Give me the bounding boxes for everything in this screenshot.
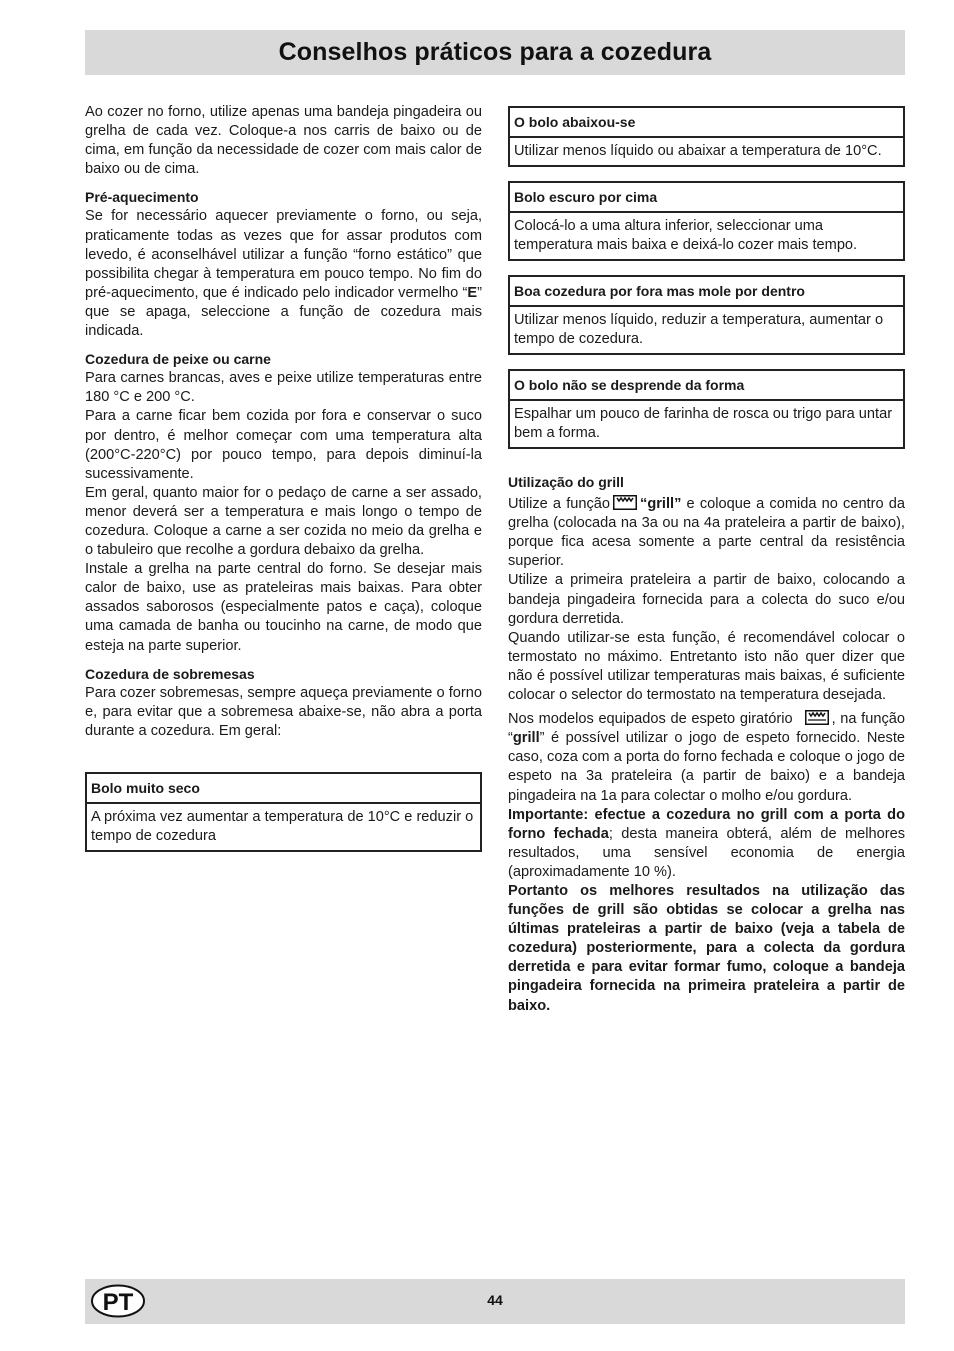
left-column	[85, 103, 482, 866]
preheat-text-c: ” que se apaga, seleccione a função de cozedura mais indicada.	[85, 284, 482, 340]
right-column	[508, 106, 905, 1016]
tip-body: Utilizar menos líquido ou abaixar a temperatura de 10°C.	[514, 143, 882, 159]
grill-p4-text-d: ” é possível utilizar o jogo de espeto fornecido. Neste caso, coza com a porta do forno fechada e coloque o jogo de espeto na 3a prateleira (a partir de baixo) e a bandeja pingadeira na 1a para colectar o molho e/ou gordura.	[508, 730, 905, 804]
grill-p4-text-a: Nos modelos equipados de espeto giratório	[508, 711, 793, 728]
tip-body: Colocá-lo a uma altura inferior, seleccionar uma temperatura mais baixa e deixá-lo cozer mais tempo.	[514, 218, 858, 253]
preheat-heading: Pré-aquecimento	[85, 189, 199, 206]
rotisserie-icon	[805, 710, 829, 725]
language-code: PT	[102, 1289, 134, 1316]
indicator-letter: E	[467, 284, 478, 301]
tip-body: Utilizar menos líquido, reduzir a temperatura, aumentar o tempo de cozedura.	[514, 312, 884, 347]
tip-title: Boa cozedura por fora mas mole por dentro	[510, 277, 903, 307]
grill-p1-text-c: e coloque a comida no centro da grelha (colocada na 3a ou na 4a prateleira a partir de baixo), porque fica acesa somente a parte central da resistência superior.	[508, 496, 905, 570]
tip-title: Bolo escuro por cima	[510, 183, 903, 213]
grill-important-note: Importante: efectue a cozedura no grill com a porta do forno fechada	[508, 806, 905, 842]
grill-p1-text-b: “grill”	[640, 496, 682, 513]
tip-box-cake-sank	[508, 106, 905, 167]
dessert-heading: Cozedura de sobremesas	[85, 665, 255, 682]
grill-paragraph-4	[508, 710, 905, 805]
fish-paragraph-4: Instale a grelha na parte central do forno. Se desejar mais calor de baixo, use as prateleiras mais baixas. Para obter assados saborosos (especialmente patos e caça), coloque uma camada de banha ou toucinho na carne, de modo que esteja na parte superior.	[85, 561, 482, 654]
grill-paragraph-5	[508, 806, 905, 882]
grill-heading: Utilização do grill	[508, 474, 624, 490]
fish-paragraph-2: Para a carne ficar bem cozida por fora e conservar o suco por dentro, é melhor começar com uma temperatura alta (200°C-220°C) por pouco tempo, para depois diminuí-la sucessivamente.	[85, 408, 482, 482]
page-number: 44	[487, 1292, 503, 1308]
preheat-text-a: Se for necessário aquecer previamente o forno, ou seja, praticamente todas as vezes que for assar produtos com levedo, é aconselhável utilizar a função “forno estático” que possibilita chegar à temperatura em pouco tempo. No fim do pré-aquecimento, que é indicado pelo indicador vermelho “	[85, 208, 482, 301]
grill-function-icon	[613, 495, 637, 510]
tip-title: O bolo não se desprende da forma	[510, 371, 903, 401]
tip-box-cake-dark-top	[508, 181, 905, 261]
grill-paragraph-6: Portanto os melhores resultados na utilização das funções de grill são obtidas se colocar a grelha nas últimas prateleiras a partir de baixo (veja a tabela de cozedura) posteriormente, para a colecta da gordura derretida e para evitar formar fumo, coloque a bandeja pingadeira fornecida na primeira prateleira a partir de baixo.	[508, 882, 905, 1014]
tip-body: Espalhar um pouco de farinha de rosca ou trigo para untar bem a forma.	[514, 406, 893, 441]
tip-title: Bolo muito seco	[87, 774, 480, 804]
preheat-paragraph	[85, 207, 482, 341]
tip-box-dry-cake	[85, 772, 482, 852]
grill-paragraph-2: Utilize a primeira prateleira a partir de baixo, colocando a bandeja pingadeira fornecida para a colecta do suco e/ou gordura derretida.	[508, 572, 905, 627]
fish-heading: Cozedura de peixe ou carne	[85, 351, 271, 368]
intro-paragraph: Ao cozer no forno, utilize apenas uma bandeja pingadeira ou grelha de cada vez. Coloque-a nos carris de baixo ou de cima, em função da necessidade de cozer com mais calor de baixo ou de cima.	[85, 104, 482, 178]
grill-p5-text-b: ; desta maneira obterá, além de melhores resultados, uma sensível economia de energia (aproximadamente 10 %).	[508, 825, 905, 880]
fish-paragraph-3: Em geral, quanto maior for o pedaço de carne a ser assado, menor deverá ser a temperatura e mais longo o tempo de cozedura. Coloque a carne a ser cozida no meio da grelha e o tabuleiro que recolhe a gordura debaixo da grelha.	[85, 484, 482, 559]
fish-paragraph-1: Para carnes brancas, aves e peixe utilize temperaturas entre 180 °C e 200 °C.	[85, 370, 482, 406]
tip-box-cake-stuck	[508, 369, 905, 449]
grill-p4-text-c: grill	[512, 730, 540, 747]
dessert-paragraph: Para cozer sobremesas, sempre aqueça previamente o forno e, para evitar que a sobremesa abaixe-se, não abra a porta durante a cozedura. Em geral:	[85, 684, 482, 739]
grill-paragraph-1	[508, 495, 905, 571]
grill-p1-text-a: Utilize a função	[508, 496, 611, 513]
tip-body: A próxima vez aumentar a temperatura de 10°C e reduzir o tempo de cozedura	[91, 809, 474, 844]
grill-paragraph-3: Quando utilizar-se esta função, é recomendável colocar o termostato no máximo. Entretanto isto não quer dizer que não é possível utilizar temperaturas mais baixas, é suficiente colocar o selector do termostato na temperatura desejada.	[508, 629, 905, 704]
footer-bar	[85, 1279, 905, 1324]
tip-box-soft-inside	[508, 275, 905, 355]
tip-title: O bolo abaixou-se	[510, 108, 903, 138]
grill-p4-text-b: , na função “	[508, 711, 905, 747]
page-title: Conselhos práticos para a cozedura	[278, 38, 712, 66]
title-bar	[85, 30, 905, 75]
